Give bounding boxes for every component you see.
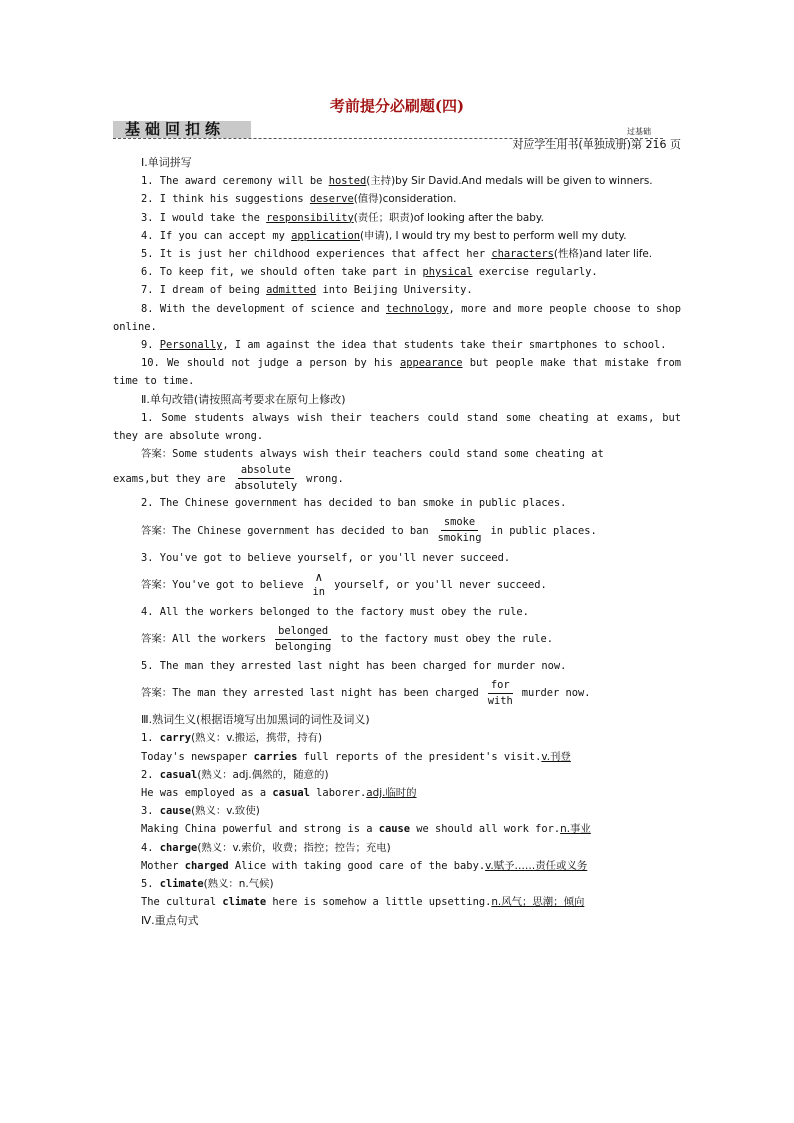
part3-heading: Ⅲ.熟词生义(根据语境写出加黑词的词性及词义) [141,713,370,727]
answer-meaning: v.赋予……责任或义务 [485,859,588,872]
insertion-mark: ∧ in [312,569,326,598]
answer-word: Personally [159,339,223,352]
section-bar-tag: 过基础 [627,127,651,136]
spelling-item: 7. I dream of being admitted into Beijing University. [141,284,473,297]
answer-word: deserve [309,193,354,206]
spelling-item: 6. To keep fit, we should often take part in physical exercise regularly. [141,266,598,279]
polysemy-item: 1. carry(熟义：v.搬运，携带，持有) Today's newspaper carries full reports of the president's visit.v.刊登 [141,732,571,763]
spelling-item: 10. We should not judge a person by his appearance but people make that mistake from time to time. [113,357,681,388]
spelling-item: 3. I would take the responsibility(责任；职责)of looking after the baby. [141,211,544,224]
part1-list [113,172,681,390]
answer-label: 答案： [141,578,173,591]
correction-question: 4. All the workers belonged to the factory must obey the rule. [141,605,529,618]
answer-word: appearance [399,357,463,370]
correction-answer: 答案： The man they arrested last night has been charged $\frac{\text{for}}{\text{with}}$ murder now. [141,678,591,707]
answer-word: hosted [328,175,367,188]
section-divider [113,138,663,139]
book-reference: 对应学生用书(单独成册)第 216 页 [512,138,681,151]
correction-fraction: $\frac{\text{smoke}}{\text{smoking}}$ [437,516,482,545]
spelling-item: 5. It is just her childhood experiences that affect her characters(性格)and later life. [141,248,653,261]
answer-label: 答案： [141,448,173,461]
page-title: 考前提分必刷题(四) [329,97,465,115]
correction-answer: 答案： All the workers $\frac{\text{belonged}}{\text{belonging}}$ to the factory must obey the rule. [141,624,554,653]
correction-question: 2. The Chinese government has decided to ban smoke in public places. [141,497,567,510]
part4-heading: Ⅳ.重点句式 [141,913,199,927]
correction-fraction: $\frac{\text{belonged}}{\text{belonging}}$ [275,624,332,653]
spelling-item: 2. I think his suggestions deserve(值得)consideration. [141,193,457,206]
answer-meaning: n.事业 [560,823,591,836]
spelling-item: 1. The award ceremony will be hosted(主持)by Sir David.And medals will be given to winners. [141,175,653,188]
answer-meaning: n.风气；思潮；倾向 [491,896,585,909]
answer-word: responsibility [266,211,354,224]
polysemy-item: 4. charge(熟义：v.索价，收费；指控；控告；充电) Mother charged Alice with taking good care of the baby.v.赋予……责任或义务 [141,841,588,872]
section-bar-label: 基础回扣练 [113,121,251,138]
answer-word: physical [422,266,473,279]
spelling-item: 8. With the development of science and technology, more and more people choose to shop online. [113,302,681,333]
correction-fraction: $\frac{\text{absolute}}{\text{absolutely}}$ [234,464,298,493]
correction-question: 1. Some students always wish their teachers could stand some cheating at exams, but they are absolute wrong. [113,411,681,443]
worksheet-page [113,95,681,930]
polysemy-item: 3. cause(熟义：v.致使) Making China powerful and strong is a cause we should all work for.n.事业 [141,805,591,836]
spelling-item: 4. If you can accept my application(申请), I would try my best to perform well my duty. [141,229,627,242]
correction-answer: 答案：Some students always wish their teachers could stand some cheating at exams,but they are $\frac{\text{absolute}}{\text{absolutely}}$ wrong. [113,448,604,493]
answer-word: technology [385,302,449,315]
part2-heading: Ⅱ.单句改错(请按照高考要求在原句上修改) [141,392,346,406]
part1-heading: Ⅰ.单词拼写 [141,156,192,169]
correction-answer: 答案： The Chinese government has decided to ban $\frac{\text{smoke}}{\text{smoking}}$ in public places. [141,516,597,545]
polysemy-item: 5. climate(熟义：n.气候) The cultural climate here is somehow a little upsetting.n.风气；思潮；倾向 [141,878,585,909]
correction-fraction: $\frac{\text{for}}{\text{with}}$ [487,678,513,707]
answer-word: admitted [266,284,317,297]
answer-label: 答案： [141,687,173,700]
answer-meaning: adj.临时的 [366,787,417,800]
spelling-item: 9. Personally, I am against the idea that students take their smartphones to school. [141,339,667,352]
answer-label: 答案： [141,632,173,645]
answer-label: 答案： [141,524,173,537]
answer-meaning: v.刊登 [541,750,571,763]
answer-word: application [291,229,360,242]
polysemy-item: 2. casual(熟义：adj.偶然的，随意的) He was employed as a casual laborer.adj.临时的 [141,768,417,800]
section-bar [113,119,681,139]
correction-answer: 答案： You've got to believe ∧ in yourself, or you'll never succeed. [141,569,547,598]
answer-word: characters [491,248,554,261]
correction-question: 3. You've got to believe yourself, or you'll never succeed. [141,551,511,564]
correction-question: 5. The man they arrested last night has been charged for murder now. [141,660,567,673]
